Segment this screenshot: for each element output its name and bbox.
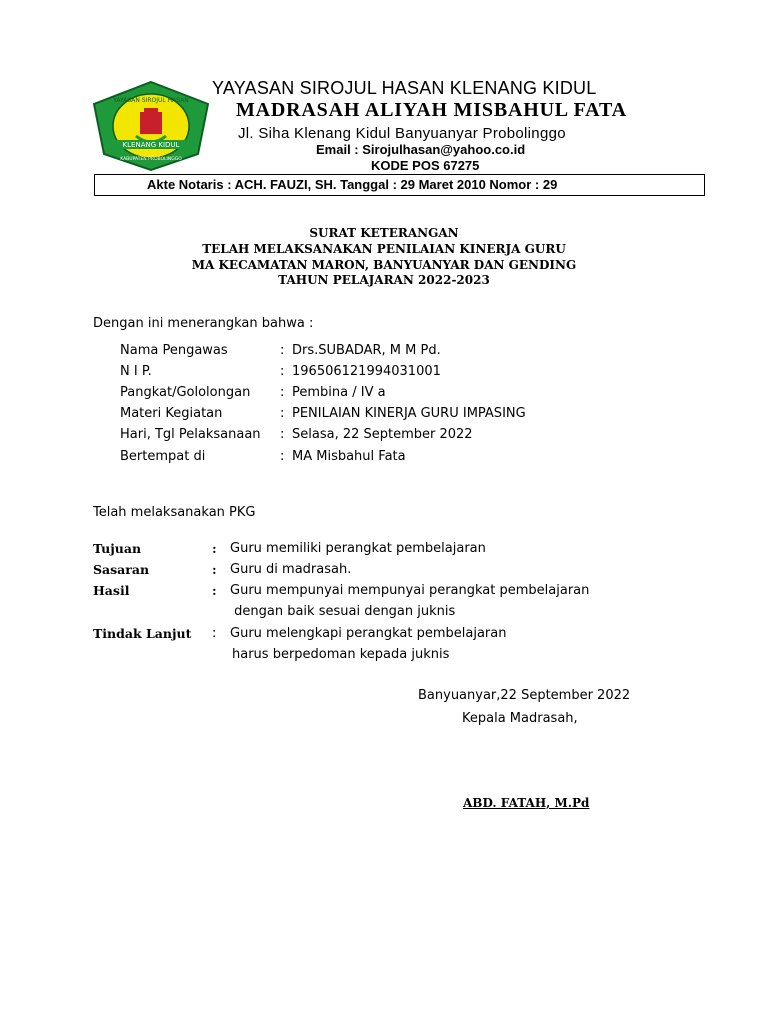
detail-label: Hari, Tgl Pelaksanaan — [120, 427, 261, 442]
signature-position: Kepala Madrasah, — [462, 711, 578, 726]
detail-value: Drs.SUBADAR, M M Pd. — [292, 343, 441, 358]
school-name: MADRASAH ALIYAH MISBAHUL FATA — [236, 99, 627, 121]
detail-separator: : — [280, 427, 285, 442]
detail-label: Nama Pengawas — [120, 343, 228, 358]
pkg-text: dengan baik sesuai dengan juknis — [230, 604, 456, 619]
foundation-name: YAYASAN SIROJUL HASAN KLENANG KIDUL — [212, 78, 597, 98]
pkg-text: Guru di madrasah. — [230, 562, 352, 577]
signature-place-date: Banyuanyar,22 September 2022 — [418, 688, 631, 703]
postal-code: KODE POS 67275 — [371, 158, 480, 173]
notary-box: Akte Notaris : ACH. FAUZI, SH. Tanggal : 29 Maret 2010 Nomor : 29 — [94, 174, 705, 196]
pkg-label: Hasil — [93, 583, 130, 598]
detail-label: Pangkat/Gololongan — [120, 385, 251, 400]
detail-separator: : — [280, 364, 285, 379]
pkg-separator: : — [212, 541, 217, 556]
svg-text:YAYASAN SIROJUL HASAN: YAYASAN SIROJUL HASAN — [113, 97, 189, 104]
intro-text: Dengan ini menerangkan bahwa : — [93, 316, 314, 331]
doc-subtitle-year: TAHUN PELAJARAN 2022-2023 — [278, 273, 490, 287]
detail-value: MA Misbahul Fata — [292, 449, 406, 464]
pkg-intro: Telah melaksanakan PKG — [93, 505, 256, 520]
doc-subtitle-location: MA KECAMATAN MARON, BANYUANYAR DAN GENDING — [191, 258, 577, 272]
doc-title: SURAT KETERANGAN — [309, 226, 459, 240]
detail-value: Selasa, 22 September 2022 — [292, 427, 473, 442]
doc-subtitle: TELAH MELAKSANAKAN PENILAIAN KINERJA GURU — [202, 242, 566, 256]
pkg-separator: : — [212, 626, 217, 641]
detail-value: Pembina / IV a — [292, 385, 386, 400]
signature-name: ABD. FATAH, M.Pd — [463, 796, 590, 810]
pkg-label: Tindak Lanjut — [93, 626, 192, 641]
pkg-text: harus berpedoman kepada juknis — [232, 647, 450, 662]
detail-separator: : — [280, 449, 285, 464]
school-logo — [92, 80, 210, 172]
pkg-text: Guru memiliki perangkat pembelajaran — [230, 541, 486, 556]
detail-separator: : — [280, 385, 285, 400]
school-address: Jl. Siha Klenang Kidul Banyuanyar Probolinggo — [238, 125, 566, 142]
detail-value: 196506121994031001 — [292, 364, 441, 379]
detail-separator: : — [280, 343, 285, 358]
pkg-separator: : — [212, 562, 217, 577]
pkg-separator: : — [212, 583, 217, 598]
detail-label: Bertempat di — [120, 449, 206, 464]
detail-label: N I P. — [120, 364, 152, 379]
pkg-label: Tujuan — [93, 541, 142, 556]
detail-value: PENILAIAN KINERJA GURU IMPASING — [292, 406, 526, 421]
pkg-text: Guru melengkapi perangkat pembelajaran — [230, 626, 507, 641]
detail-label: Materi Kegiatan — [120, 406, 223, 421]
pkg-text: Guru mempunyai mempunyai perangkat pembelajaran — [230, 583, 590, 598]
detail-separator: : — [280, 406, 285, 421]
svg-text:KABUPATEN PROBOLINGGO: KABUPATEN PROBOLINGGO — [120, 157, 182, 162]
school-email: Email : Sirojulhasan@yahoo.co.id — [316, 142, 526, 157]
pkg-label: Sasaran — [93, 562, 150, 577]
svg-text:KLENANG KIDUL: KLENANG KIDUL — [122, 141, 180, 149]
